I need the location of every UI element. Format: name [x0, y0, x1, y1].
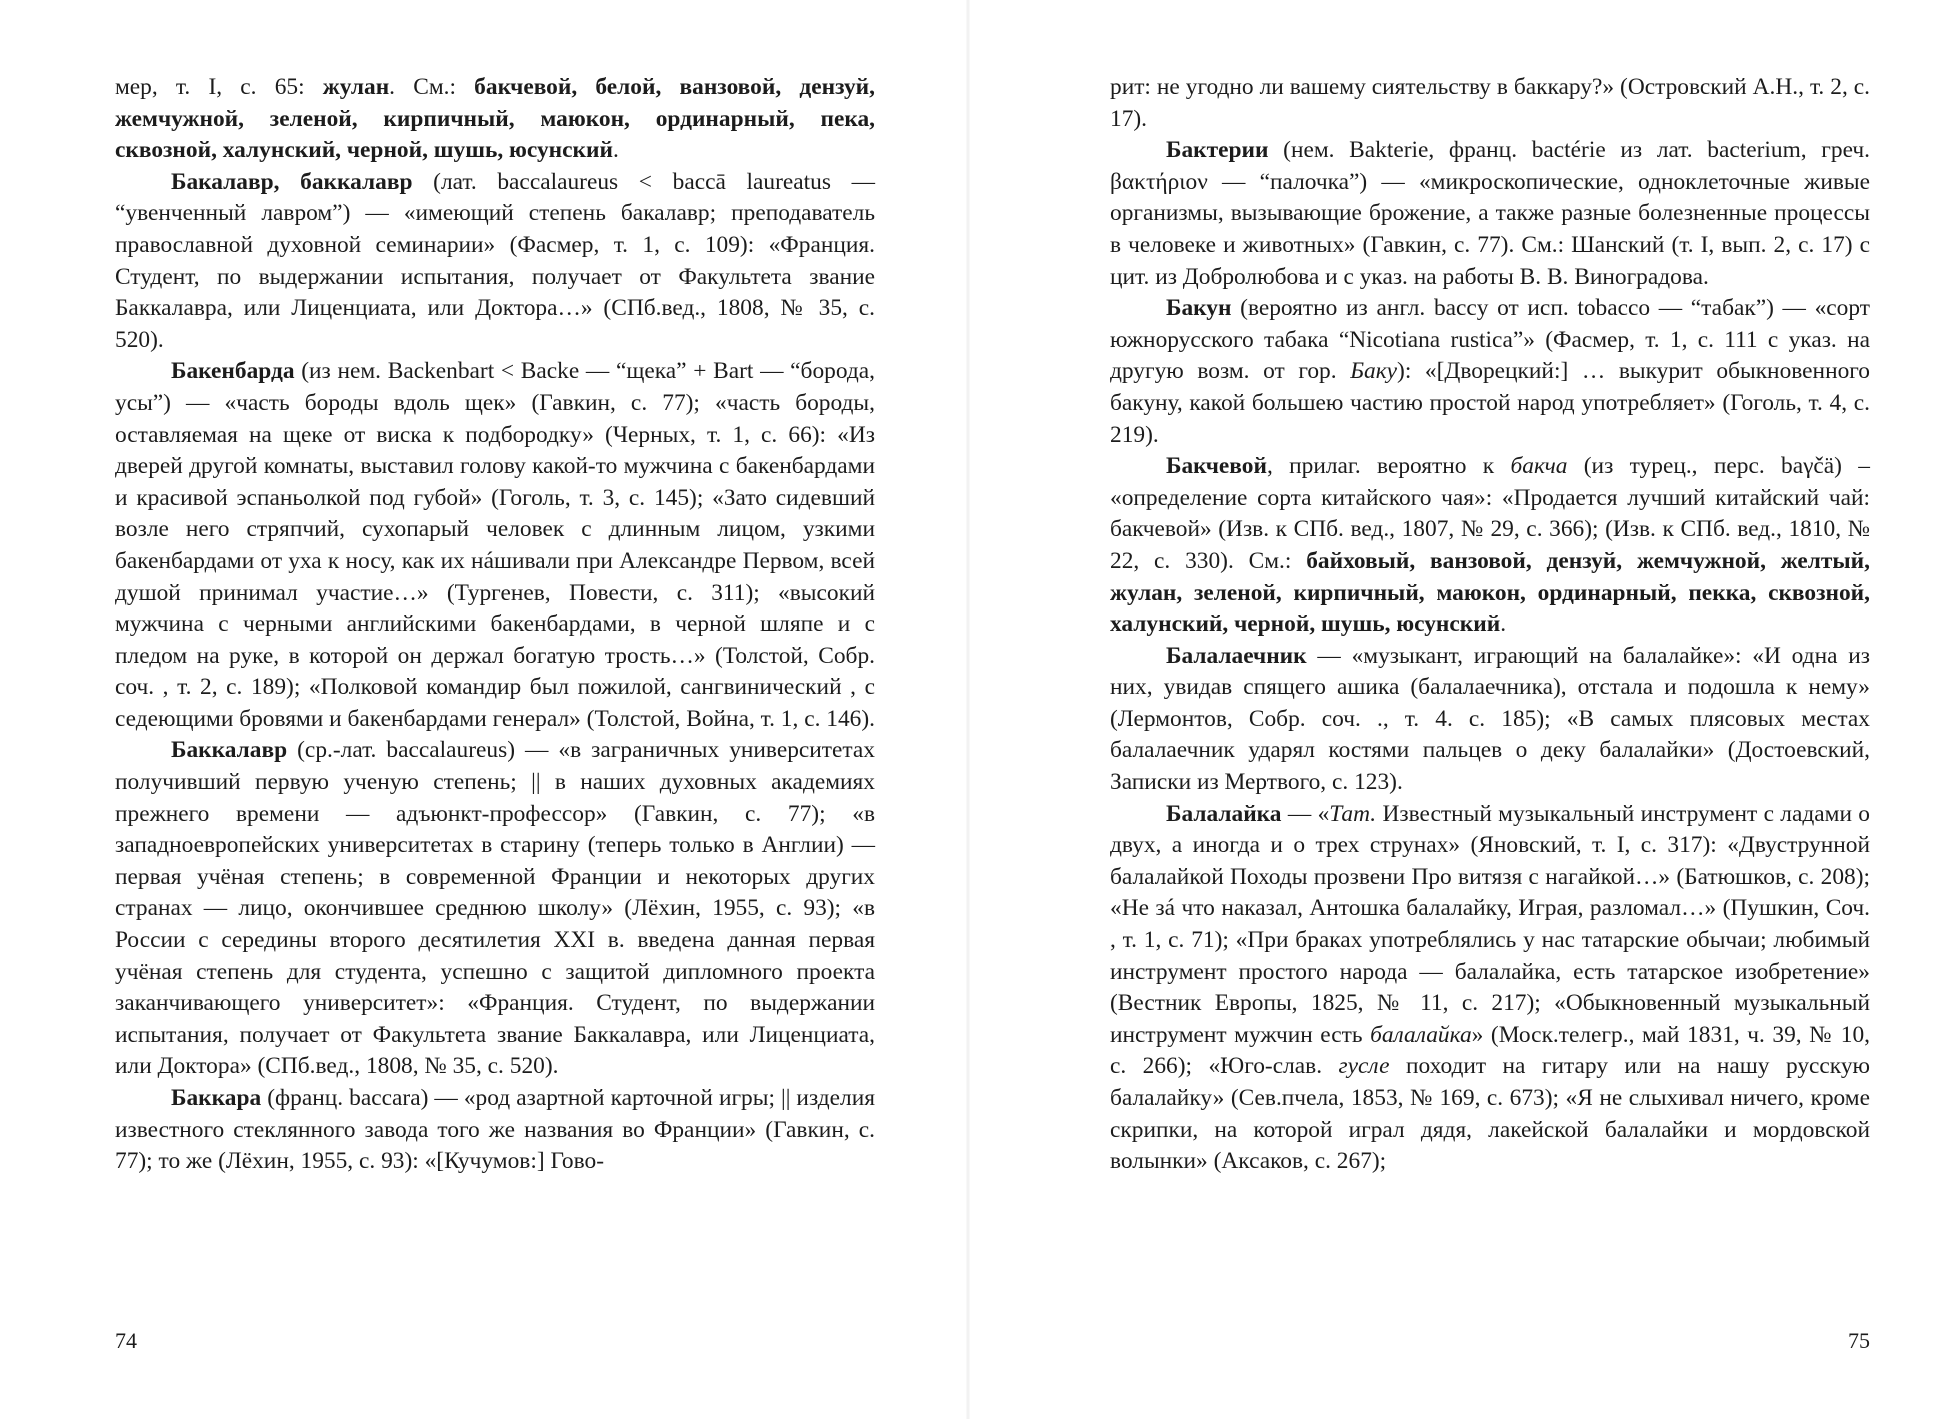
entry-text: , прилаг. вероятно к [1266, 453, 1511, 480]
dictionary-entry [115, 356, 875, 735]
entry-text: (из турец., перс. baγčä) – «определение сорта китайского чая»: «Продается лучший китайский чай: бакчевой» (Изв. к СПб. вед., 1807, № 29, с. 366); (Изв. к СПб. вед., 1810, № 22, с. 330). См.: [1110, 453, 1870, 574]
entry-text: (нем. Bakterie, франц. bactérie из лат. bacterium, греч. βακτήριον — “палочка”) — «микроскопические, одноклеточные живые организмы, вызывающие брожение, а также разные болезненные процессы в человеке и животных» (Гавкин, с. 77). См.: Шанский (т. I, вып. 2, с. 17) с цит. из Добролюбова и с указ. на работы В. В. Виноградова. [1110, 137, 1870, 290]
entry-text: (вероятно из англ. baccy от исп. tobacco — “табак”) — «сорт южнорусского табака “Nicotiana rustica”» (Фасмер, т. 1, с. 111 с указ. на другую возм. от гор. [1110, 295, 1870, 385]
entry-italic: балалайка [1370, 1021, 1472, 1048]
entry-text: (из нем. Backenbart < Backe — “щека” + Bart — “борода, усы”) — «часть бороды вдоль щек» (Гавкин, с. 77); «часть бороды, оставляемая на щеке от виска к подбородку» (Черных, т. 1, с. 66): «Из дверей другой комнаты, выставил голову какой-то мужчина с бакенбардами и красивой эспаньолкой под губой» (Гоголь, т. 3, с. 145); «Зато сидевший возле него стряпчий, сухопарый человек с длинным лицом, узкими бакенбардами от уха к носу, как их нáшивали при Александре Первом, всей душой принимал участие…» (Тургенев, Повести, с. 311); «высокий мужчина с черными английскими бакенбардами, в черной шляпе и с пледом на руке, в которой он держал богатую трость…» (Толстой, Собр. соч. , т. 2, с. 189); «Полковой командир был пожилой, сангвинический , с седеющими бровями и бакенбардами генерал» (Толстой, Война, т. 1, с. 146). [115, 358, 875, 732]
entry-text: походит на гитару или на нашу русскую балалайку» (Сев.пчела, 1853, № 169, с. 673); «Я не слыхивал ничего, кроме скрипки, на которой играл дядя, лакейской балалайки и мордовской волынки» (Аксаков, с. 267); [1110, 1053, 1870, 1175]
right-page-number: 75 [1848, 1328, 1870, 1353]
entry-headword: Бакчевой [1166, 453, 1267, 480]
dictionary-entry [115, 735, 875, 1083]
entry-text: (франц. baccara) — «род азартной карточной игры; || изделия известного стеклянного завода того же названия во Франции» (Гавкин, с. 77); то же (Лёхин, 1955, с. 93): «[Кучумов:] Гово- [115, 1085, 875, 1175]
entry-headword: Бакалавр, баккалавр [171, 168, 413, 195]
left-page-text [115, 72, 875, 1178]
entry-text: ): «[Дворецкий:] … выкурит обыкновенного бакуну, какой большею частию простой народ употребляет» (Гоголь, т. 4, с. 219). [1110, 358, 1870, 448]
entry-headword: Баккара [171, 1085, 262, 1111]
entry-headword: Бакенбарда [171, 358, 295, 385]
right-page [968, 0, 1936, 1419]
entry-text: (лат. baccalaureus < baccā laureatus — “увенченный лавром”) — «имеющий степень бакалавр; преподаватель православной духовной семинарии» (Фасмер, т. 1, с. 109): «Франция. Студент, по выдержании испытания, получает от Факультета звание Баккалавра, или Лиценциата, или Доктора…» (СПб.вед., 1808, № 35, с. 520). [115, 168, 875, 353]
dictionary-entry [1110, 72, 1870, 135]
entry-headword: Балалаечник [1166, 642, 1307, 669]
entry-italic: гусле [1338, 1053, 1390, 1080]
dictionary-entry [1110, 799, 1870, 1178]
entry-headword: Бактерии [1166, 137, 1269, 164]
dictionary-entry [1110, 451, 1870, 641]
entry-headword: Бакун [1166, 295, 1232, 322]
entry-headword: байховый, ванзовой, дензуй, жемчужной, желтый, жулан, зеленой, кирпичный, маюкон, ординарный, пекка, сквозной, халунский, черной, шушь, юсунский [1110, 547, 1870, 638]
left-page-number: 74 [115, 1328, 137, 1353]
entry-text: мер, т. I, с. 65: [115, 74, 323, 100]
entry-text: — « [1281, 800, 1330, 827]
entry-text: рит: не угодно ли вашему сиятельству в баккару?» (Островский А.Н., т. 2, с. 17). [1110, 74, 1870, 132]
dictionary-entry [1110, 135, 1870, 293]
entry-italic: Баку [1350, 358, 1398, 385]
entry-italic: бакча [1510, 453, 1568, 480]
entry-text: . [612, 137, 619, 164]
entry-headword: жулан [322, 74, 390, 100]
entry-text: » (Моск.телегр., май 1831, ч. 39, № 10, с. 266); «Юго-слав. [1110, 1021, 1870, 1080]
entry-headword: бакчевой, белой, ванзовой, дензуй, жемчужной, зеленой, кирпичный, маюкон, ординарный, пека, сквозной, халунский, черной, шушь, юсунский [115, 74, 875, 164]
entry-text: — «музыкант, играющий на балалайке»: «И одна из них, увидав спящего ашика (балалаечника), отстала и подошла к нему» (Лермонтов, Собр. соч. ., т. 4. с. 185); «В самых плясовых местах балалаечник ударял костями пальцев о деку балалайки» (Достоевский, Записки из Мертвого, с. 123). [1110, 642, 1870, 796]
right-page-text [1110, 72, 1870, 1178]
dictionary-entry [115, 72, 875, 167]
dictionary-entry [115, 1083, 875, 1178]
entry-text: Известный музыкальный инструмент с ладами о двух, а иногда и о трех струнах» (Яновский, т. I, с. 317): «Двуструнной балалайкой Походы прозвени Про витязя с нагайкой…» (Батюшков, с. 208); «Не зá что наказал, Антошка балалайку, Играя, разломал…» (Пушкин, Соч. , т. 1, с. 71); «При браках употреблялись у нас татарские обычаи; любимый инструмент простого народа — балалайка, есть татарское изобретение» (Вестник Европы, 1825, № 11, с. 217); «Обыкновенный музыкальный инструмент мужчин есть [1110, 800, 1870, 1048]
entry-text: . [1500, 611, 1507, 638]
dictionary-entry [115, 167, 875, 357]
entry-text: (ср.-лат. baccalaureus) — «в заграничных университетах получивший первую ученую степень; || в наших духовных академиях прежнего времени — адъюнкт-профессор» (Гавкин, с. 77); «в западноевропейских университетах в старину (теперь только в Англии) — первая учёная степень; в современной Франции и некоторых других странах — лицо, окончившее среднюю школу» (Лёхин, 1955, с. 93); «в России с середины второго десятилетия XXI в. введена данная первая учёная степень для студента, успешно с защитой дипломного проекта заканчивающего университет»: «Франция. Студент, по выдержании испытания, получает от Факультета звание Баккалавра, или Лиценциата, или Доктора» (СПб.вед., 1808, № 35, с. 520). [115, 737, 875, 1080]
entry-headword: Баккалавр [171, 737, 288, 764]
entry-headword: Балалайка [1166, 800, 1282, 827]
entry-italic: Тат. [1329, 800, 1377, 827]
entry-text: . См.: [389, 74, 475, 100]
dictionary-entry [1110, 293, 1870, 451]
dictionary-entry [1110, 641, 1870, 799]
